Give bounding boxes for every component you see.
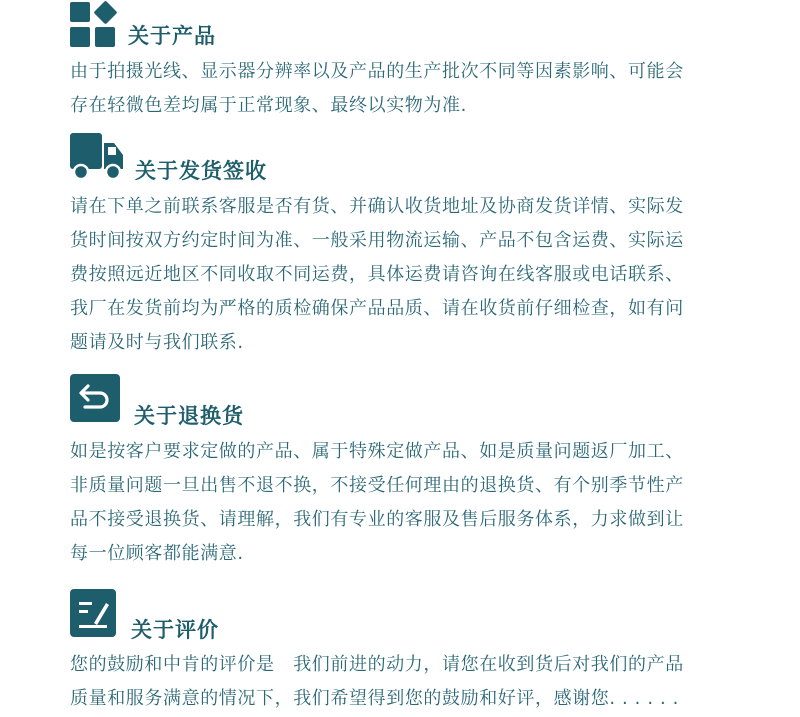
section-title: 关于评价 — [131, 618, 219, 642]
body-line: 我厂在发货前均为严格的质检确保产品品质、请在收货前仔细检查，如有问 — [70, 298, 684, 319]
section-body — [70, 648, 735, 716]
section-title: 关于发货签收 — [135, 159, 267, 183]
body-line: 品不接受退换货、请理解，我们有专业的客服及售后服务体系，力求做到让 — [70, 509, 684, 530]
body-line: 由于拍摄光线、显示器分辨率以及产品的生产批次不同等因素影响、可能会 — [70, 61, 684, 82]
body-line: 题请及时与我们联系. — [70, 332, 244, 353]
body-line: 如是按客户要求定做的产品、属于特殊定做产品、如是质量问题返厂加工、 — [70, 441, 684, 462]
body-line: 货时间按双方约定时间为准、一般采用物流运输、产品不包含运费、实际运 — [70, 230, 684, 251]
section-title: 关于产品 — [128, 24, 216, 48]
section-title: 关于退换货 — [134, 404, 244, 428]
body-line: 质量和服务满意的情况下，我们希望得到您的鼓励和好评，感谢您. . . . . . — [70, 688, 679, 709]
body-line: 非质量问题一旦出售不退不换，不接受任何理由的退换货、有个别季节性产 — [70, 475, 684, 496]
body-line: 您的鼓励和中肯的评价是 我们前进的动力，请您在收到货后对我们的产品 — [70, 654, 684, 675]
body-line: 请在下单之前联系客服是否有货、并确认收货地址及协商发货详情、实际发 — [70, 196, 684, 217]
body-line: 存在轻微色差均属于正常现象、最终以实物为准. — [70, 95, 467, 116]
edit-note-icon — [70, 589, 116, 637]
body-line: 每一位顾客都能满意. — [70, 543, 244, 564]
body-line: 费按照远近地区不同收取不同运费，具体运费请咨询在线客服或电话联系、 — [70, 264, 684, 285]
